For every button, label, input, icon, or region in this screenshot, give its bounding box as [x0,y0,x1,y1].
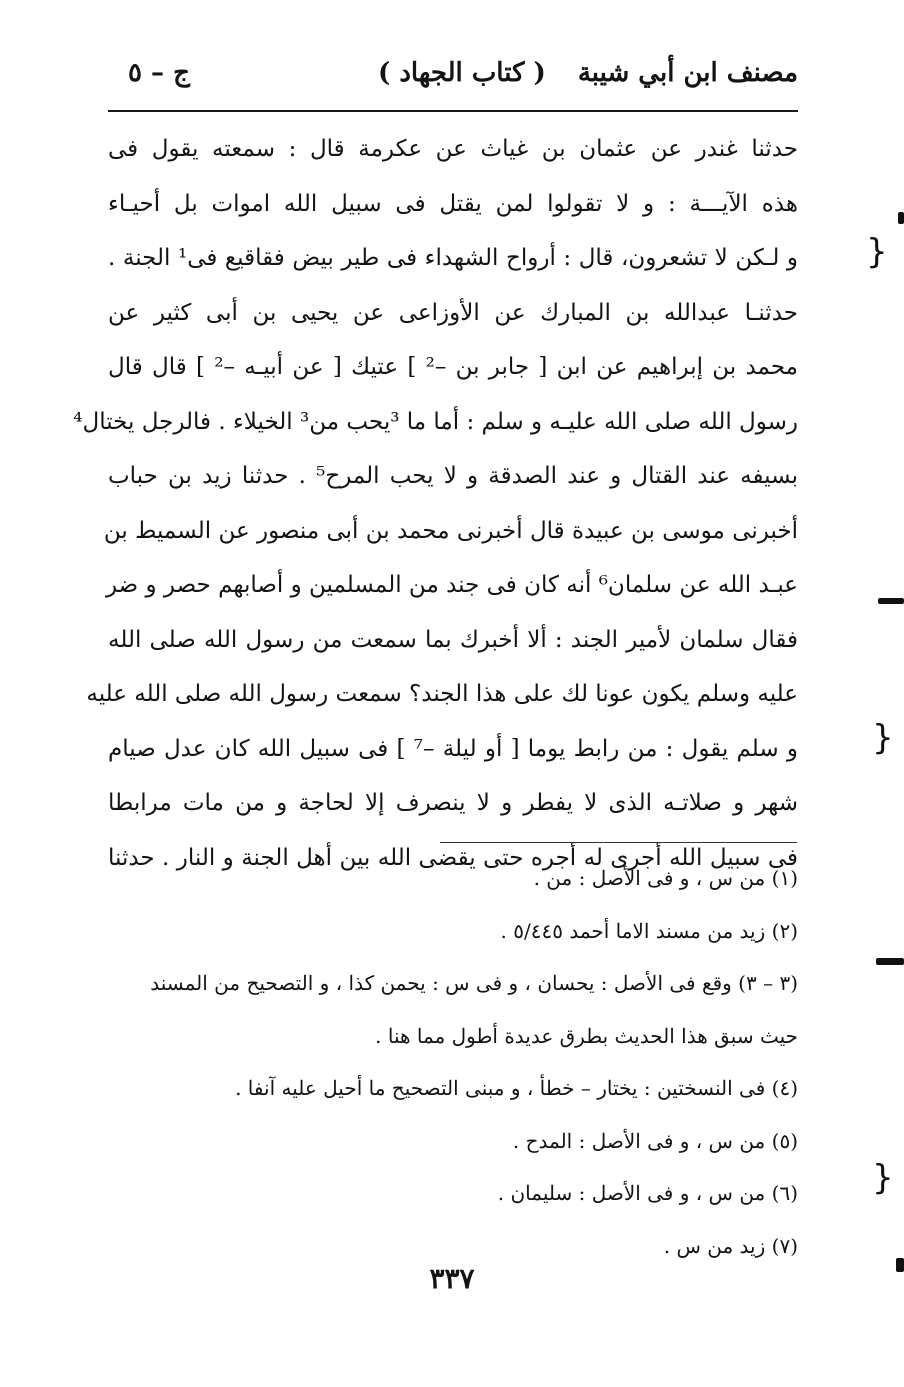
footnotes [108,852,798,1272]
text-line: و لـكن لا تشعرون، قال : أرواح الشهداء فى طير بيض فقاقيع فى¹ الجنة . [108,245,798,271]
header-rule [108,110,798,112]
footnote-1: (١) من س ، و فى الأصل : من . [533,866,798,890]
text-line: شهر و صلاتـه الذى لا يفطر و لا ينصرف إلا لحاجة و من مات مرابطا [108,790,798,816]
text-line: حدثنـا عبدالله بن المبارك عن الأوزاعى عن يحيى بن أبى كثير عن [108,299,798,326]
text-line: عبـد الله عن سلمان⁶ أنه كان فى جند من المسلمين و أصابهم حصر و ضر [105,572,798,598]
text-line: حدثنا غندر عن عثمان بن غياث عن عكرمة قال : سمعته يقول فى [108,136,798,162]
footnote-5: (٥) من س ، و فى الأصل : المدح . [512,1128,798,1153]
running-header [108,52,798,104]
book-title: مصنف ابن أبي شيبة [577,58,798,88]
text-line: بسيفه عند القتال و عند الصدقة و لا يحب المرح⁵ . حدثنا زيد بن حباب [108,463,798,489]
text-line: رسول الله صلى الله عليـه و سلم : أما ما ³يحب من³ الخيلاء . فالرجل يختال⁴ [73,408,798,435]
text-line: محمد بن إبراهيم عن ابن [ جابر بن –² ] عتيك [ عن أبيـه –² ] قال قال [108,354,798,380]
scan-mark [898,212,904,224]
main-text [73,122,798,885]
scan-mark [876,958,904,965]
footnote-2: (٢) زيد من مسند الاما أحمد ٥/٤٤٥ . [500,918,798,943]
text-line: و سلم يقول : من رابط يوما [ أو ليلة –⁷ ] فى سبيل الله كان عدل صيام [108,735,798,762]
scan-mark [878,598,904,604]
text-line: أخبرنى موسى بن عبيدة قال أخبرنى محمد بن أبى منصور عن السميط بن [103,517,798,544]
scan-mark [896,1258,904,1272]
footnote-4: (٤) فى النسختين : يختار – خطأ ، و مبنى التصحيح ما أحيل عليه آنفا . [235,1076,798,1100]
text-line: عليه وسلم يكون عونا لك على هذا الجند؟ سمعت رسول الله صلى الله عليه [86,681,798,707]
volume-label: ج – ٥ [128,58,190,88]
scan-bracket-mark: } [866,232,888,272]
scan-bracket-mark: } [872,1158,894,1198]
footnote-rule [440,842,797,843]
page-number: ٣٣٧ [429,1262,475,1295]
footnote-6: (٦) من س ، و فى الأصل : سليمان . [497,1181,798,1205]
footnote-3: (٣ – ٣) وقع فى الأصل : يحسان ، و فى س : يحمن كذا ، و التصحيح من المسند [150,971,798,995]
footnote-7: (٧) زيد من س . [663,1233,798,1258]
footnote-3-continued: حيث سبق هذا الحديث بطرق عديدة أطول مما هنا . [375,1023,798,1048]
text-line: هذه الآيـــة : و لا تقولوا لمن يقتل فى سبيل الله اموات بل أحيـاء [108,190,798,217]
text-line: فى سبيل الله أجرى له أجره حتى يقضى الله بين أهل الجنة و النار . حدثنا [108,844,798,871]
text-line: فقال سلمان لأمير الجند : ألا أخبرك بما سمعت من رسول الله صلى الله [108,626,798,653]
section-title: ( كتاب الجهاد ) [378,58,546,88]
scan-bracket-mark: } [872,718,894,758]
